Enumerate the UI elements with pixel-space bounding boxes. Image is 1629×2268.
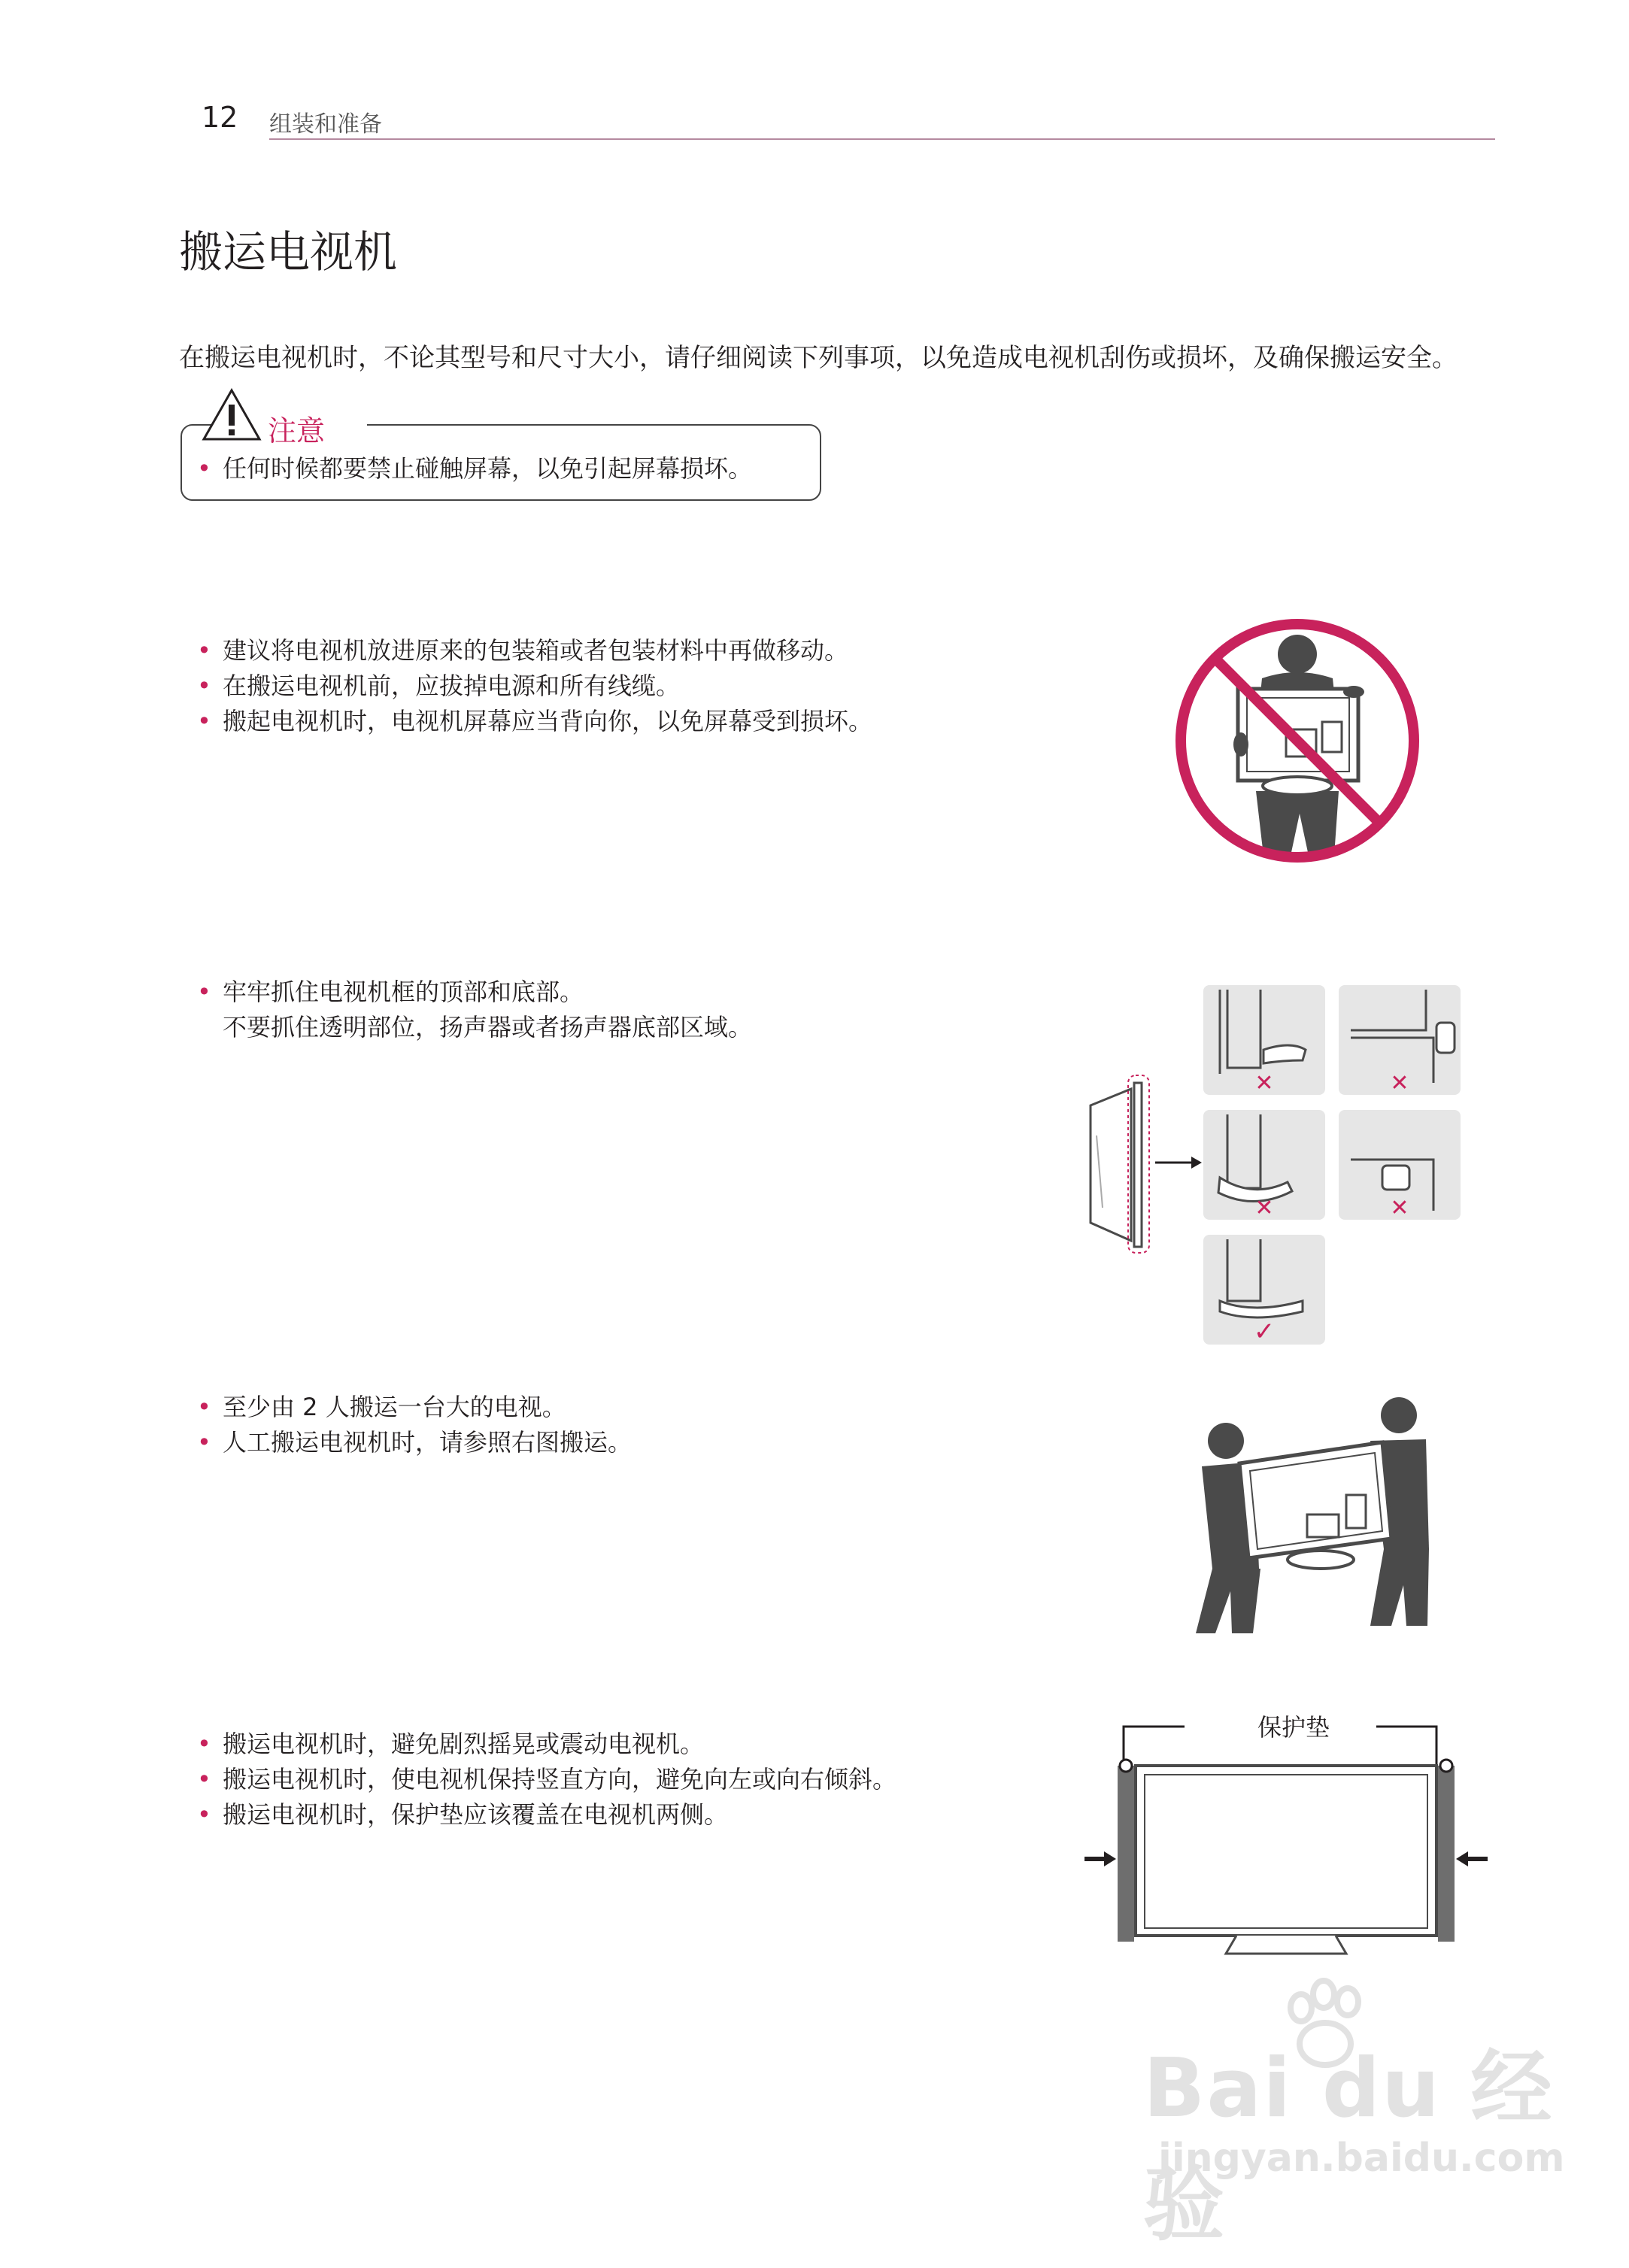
cross-mark-icon: ✕ xyxy=(1254,1195,1274,1221)
caution-item xyxy=(197,451,752,487)
list-item-text: 牢牢抓住电视机框的顶部和底部。 xyxy=(223,978,584,1006)
caution-title: 注意 xyxy=(268,414,326,447)
list-item xyxy=(197,975,752,1045)
bullet-dot: • xyxy=(197,1428,211,1457)
intro-paragraph: 在搬运电视机时，不论其型号和尺寸大小，请仔细阅读下列事项，以免造成电视机刮伤或损坏，及确保搬运安全。 xyxy=(179,343,1458,373)
bullet-dot: • xyxy=(197,636,211,665)
cross-mark-icon: ✕ xyxy=(1390,1070,1409,1096)
protective-pad-label: 保护垫 xyxy=(1257,1713,1330,1742)
arrow-left-icon xyxy=(1456,1851,1488,1866)
list-item xyxy=(197,1797,896,1833)
list-item-text: 搬运电视机时，使电视机保持竖直方向，避免向左或向右倾斜。 xyxy=(223,1765,897,1793)
section2-list xyxy=(197,975,752,1045)
list-item xyxy=(197,1390,632,1425)
bullet-dot: • xyxy=(197,672,211,700)
grip-illustration xyxy=(1080,985,1471,1361)
list-item-text: 搬起电视机时，电视机屏幕应当背向你，以免屏幕受到损坏。 xyxy=(223,707,873,735)
cross-mark-icon: ✕ xyxy=(1390,1195,1409,1221)
bullet-dot: • xyxy=(197,1765,211,1793)
list-item-subtext: 不要抓住透明部位，扬声器或者扬声器底部区域。 xyxy=(223,1013,753,1042)
bullet-dot: • xyxy=(197,707,211,735)
list-item xyxy=(197,633,872,669)
bullet-dot: • xyxy=(197,978,211,1006)
arrow-right-icon xyxy=(1084,1851,1116,1866)
list-item-text: 至少由 2 人搬运一台大的电视。 xyxy=(223,1393,566,1421)
wrong-carry-illustration xyxy=(1173,617,1421,865)
bullet-dot: • xyxy=(197,1730,211,1758)
header-divider xyxy=(269,138,1495,140)
watermark-brand: Bai du 经验 xyxy=(1143,2042,1554,2252)
bullet-dot: • xyxy=(197,454,211,483)
two-person-carry-illustration xyxy=(1187,1388,1442,1636)
watermark-url: jingyan.baidu.com xyxy=(1158,2136,1565,2181)
list-item xyxy=(197,704,872,739)
cross-mark-icon: ✕ xyxy=(1254,1070,1274,1096)
section-name: 组装和准备 xyxy=(269,111,382,138)
bullet-dot: • xyxy=(197,1800,211,1829)
page-number: 12 xyxy=(202,101,238,134)
list-item xyxy=(197,451,752,487)
list-item-text: 搬运电视机时，保护垫应该覆盖在电视机两侧。 xyxy=(223,1800,729,1829)
list-item-text: 搬运电视机时，避免剧烈摇晃或震动电视机。 xyxy=(223,1730,705,1758)
arrow-right-icon xyxy=(1155,1157,1202,1169)
check-mark-icon: ✓ xyxy=(1253,1317,1276,1347)
list-item xyxy=(197,669,872,704)
list-item-text: 建议将电视机放进原来的包装箱或者包装材料中再做移动。 xyxy=(223,636,849,665)
caution-text: 任何时候都要禁止碰触屏幕，以免引起屏幕损坏。 xyxy=(223,454,753,483)
section3-list xyxy=(197,1390,632,1460)
list-item xyxy=(197,1762,896,1797)
list-item xyxy=(197,1425,632,1460)
protective-pad-illustration xyxy=(1083,1719,1504,1990)
section4-list xyxy=(197,1727,896,1833)
section1-list xyxy=(197,633,872,739)
list-item xyxy=(197,1727,896,1762)
page-title: 搬运电视机 xyxy=(179,226,398,277)
list-item-text: 在搬运电视机前，应拔掉电源和所有线缆。 xyxy=(223,672,681,700)
warning-triangle-icon xyxy=(202,388,262,442)
list-item-text: 人工搬运电视机时，请参照右图搬运。 xyxy=(223,1428,632,1457)
bullet-dot: • xyxy=(197,1393,211,1421)
